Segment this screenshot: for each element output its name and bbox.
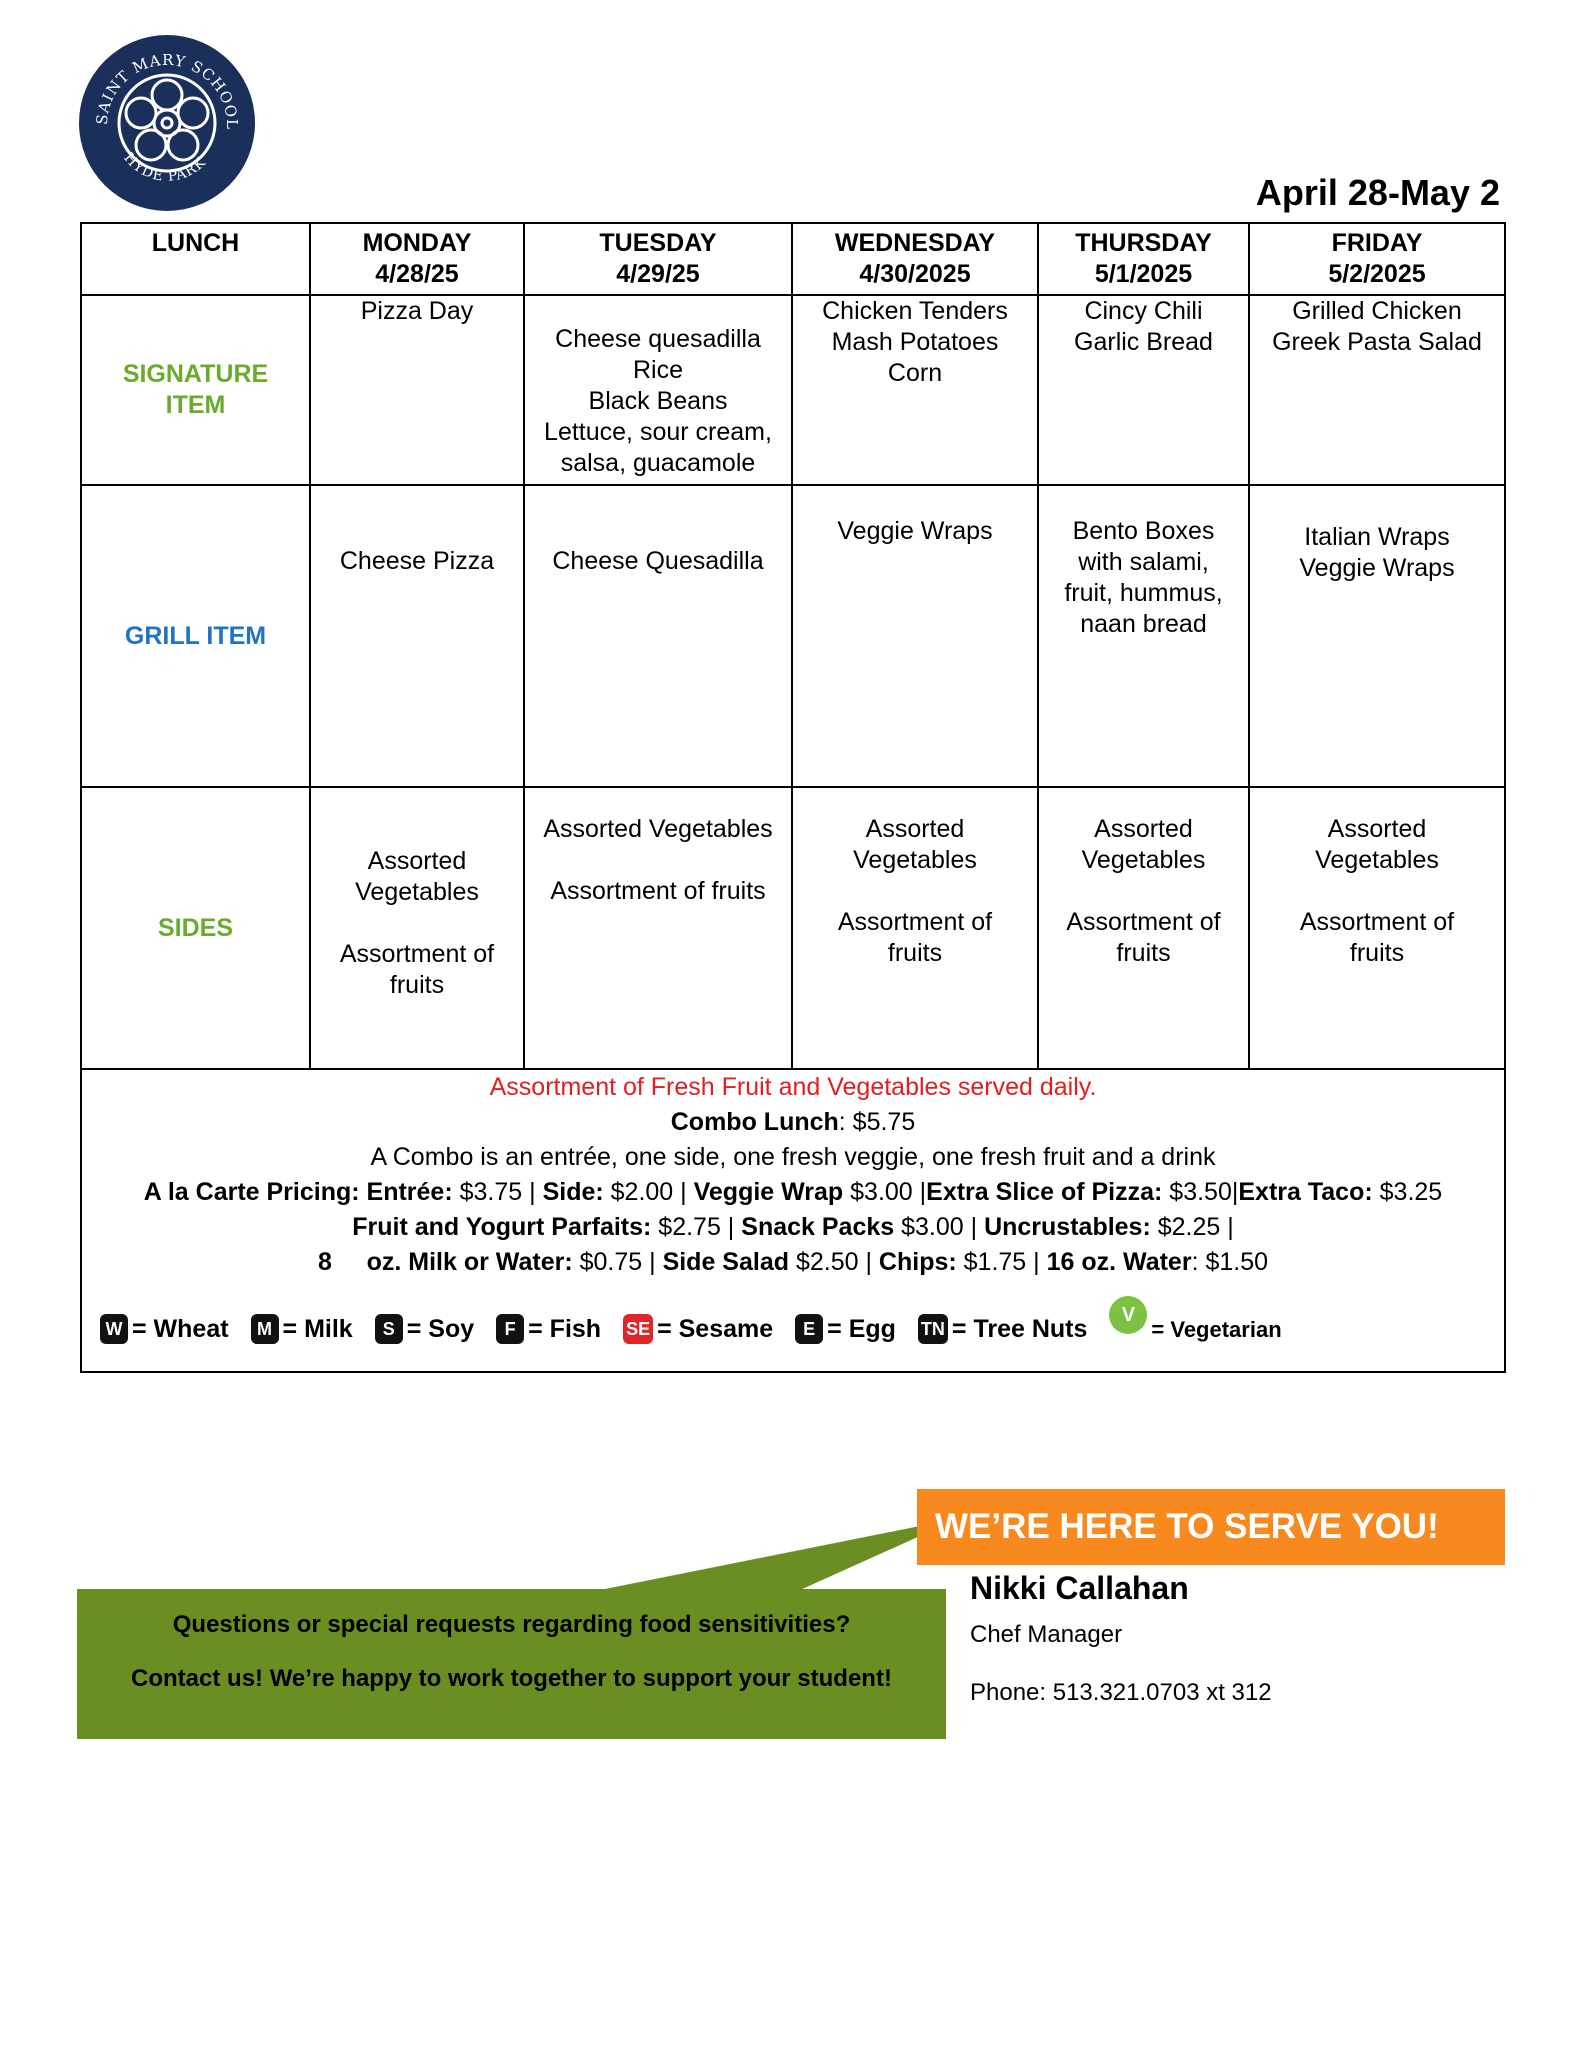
lunch-menu-table: [80, 222, 1506, 1373]
legend-label: = Milk: [282, 1314, 353, 1343]
signature-row: [81, 295, 1505, 485]
day-name: THURSDAY: [1075, 229, 1212, 257]
alacarte-line-3: 8 oz. Milk or Water: $0.75 | Side Salad $2.50 | Chips: $1.75 | 16 oz. Water: $1.50: [317, 1248, 1269, 1276]
legend-label: = Tree Nuts: [951, 1314, 1088, 1343]
callout-question: Questions or special requests regarding food sensitivities?: [172, 1611, 851, 1638]
alacarte-line-2: Fruit and Yogurt Parfaits: $2.75 | Snack Packs $3.00 | Uncrustables: $2.25 |: [352, 1213, 1234, 1241]
day-date: 4/30/2025: [859, 260, 971, 288]
tree-nuts-allergen-icon: TN: [918, 1314, 948, 1344]
day-header-tuesday: [524, 223, 792, 295]
row-label-signature: SIGNATURE ITEM: [81, 295, 310, 485]
alacarte-line-1: A la Carte Pricing: Entrée: $3.75 | Side: $2.00 | Veggie Wrap $3.00 |Extra Slice of Pizza: $3.50|Extra Taco: $3.25: [143, 1178, 1443, 1206]
day-header-monday: [310, 223, 524, 295]
sides-row: [81, 787, 1505, 1069]
signature-cell-wednesday: Chicken Tenders Mash Potatoes Corn: [792, 295, 1038, 485]
vegetarian-icon: V: [1109, 1296, 1147, 1334]
combo-description: A Combo is an entrée, one side, one fresh veggie, one fresh fruit and a drink: [370, 1143, 1216, 1171]
wheat-allergen-icon: W: [100, 1314, 128, 1344]
legend-milk: [251, 1314, 353, 1345]
day-date: 4/28/25: [375, 260, 459, 288]
combo-line: Combo Lunch: $5.75: [670, 1108, 916, 1136]
serve-banner: WE’RE HERE TO SERVE YOU!: [917, 1489, 1505, 1565]
sides-cell-tuesday: Assorted Vegetables Assortment of fruits: [524, 787, 792, 1069]
legend-label: = Sesame: [657, 1314, 774, 1343]
day-name: MONDAY: [362, 229, 472, 257]
egg-allergen-icon: E: [795, 1314, 823, 1344]
legend-label: = Soy: [406, 1314, 475, 1343]
legend-tree-nuts: [918, 1314, 1087, 1345]
grill-cell-tuesday: Cheese Quesadilla: [524, 485, 792, 787]
signature-cell-monday: Pizza Day: [310, 295, 524, 485]
sides-cell-friday: Assorted Vegetables Assortment of fruits: [1249, 787, 1505, 1069]
row-label-sides: SIDES: [81, 787, 310, 1069]
signature-cell-tuesday: Cheese quesadilla Rice Black Beans Lettuce, sour cream, salsa, guacamole: [524, 295, 792, 485]
daily-note: Assortment of Fresh Fruit and Vegetables served daily.: [489, 1073, 1097, 1101]
day-header-friday: [1249, 223, 1505, 295]
header-row: [81, 223, 1505, 295]
logo-text-bottom: HYDE PARK: [120, 149, 210, 185]
legend-soy: [375, 1314, 474, 1345]
legend-label: = Vegetarian: [1151, 1316, 1282, 1342]
logo-text-top: SAINT MARY SCHOOL: [92, 50, 242, 131]
corner-label: LUNCH: [81, 223, 310, 295]
contact-title: Chef Manager: [970, 1621, 1123, 1648]
milk-allergen-icon: M: [251, 1314, 279, 1344]
legend-egg: [795, 1314, 896, 1345]
day-date: 5/2/2025: [1328, 260, 1426, 288]
contact-info: [970, 1570, 1272, 1737]
school-logo: [77, 33, 257, 213]
grill-row: [81, 485, 1505, 787]
day-date: 4/29/25: [616, 260, 700, 288]
legend-fish: [496, 1314, 601, 1345]
sesame-allergen-icon: SE: [623, 1314, 653, 1344]
legend-label: = Wheat: [132, 1314, 229, 1343]
callout-invite: Contact us! We’re happy to work together to support your student!: [131, 1665, 892, 1692]
sides-cell-monday: Assorted Vegetables Assortment of fruits: [310, 787, 524, 1069]
week-title: April 28-May 2: [1255, 172, 1500, 213]
day-name: WEDNESDAY: [834, 229, 996, 257]
day-name: TUESDAY: [599, 229, 717, 257]
grill-cell-friday: Italian Wraps Veggie Wraps: [1249, 485, 1505, 787]
soy-allergen-icon: S: [375, 1314, 403, 1344]
pricing-info: [81, 1069, 1505, 1372]
day-header-thursday: [1038, 223, 1249, 295]
row-label-grill: GRILL ITEM: [81, 485, 310, 787]
day-date: 5/1/2025: [1094, 260, 1193, 288]
legend-wheat: [100, 1314, 229, 1345]
signature-cell-friday: Grilled Chicken Greek Pasta Salad: [1249, 295, 1505, 485]
contact-callout: [77, 1589, 946, 1739]
day-header-wednesday: [792, 223, 1038, 295]
signature-cell-thursday: Cincy Chili Garlic Bread: [1038, 295, 1249, 485]
grill-cell-monday: Cheese Pizza: [310, 485, 524, 787]
sides-cell-thursday: Assorted Vegetables Assortment of fruits: [1038, 787, 1249, 1069]
info-row: [81, 1069, 1505, 1372]
legend-label: = Egg: [827, 1314, 896, 1343]
fish-allergen-icon: F: [496, 1314, 524, 1344]
legend-sesame: [623, 1314, 773, 1345]
callout-pointer: [600, 1510, 960, 1600]
contact-phone: Phone: 513.321.0703 xt 312: [970, 1679, 1272, 1706]
allergen-legend: [100, 1304, 1304, 1348]
grill-cell-thursday: Bento Boxes with salami, fruit, hummus, naan bread: [1038, 485, 1249, 787]
sides-cell-wednesday: Assorted Vegetables Assortment of fruits: [792, 787, 1038, 1069]
grill-cell-wednesday: Veggie Wraps: [792, 485, 1038, 787]
day-name: FRIDAY: [1331, 229, 1423, 257]
legend-label: = Fish: [528, 1314, 602, 1343]
contact-name: Nikki Callahan: [970, 1570, 1189, 1606]
legend-vegetarian: [1109, 1304, 1282, 1348]
